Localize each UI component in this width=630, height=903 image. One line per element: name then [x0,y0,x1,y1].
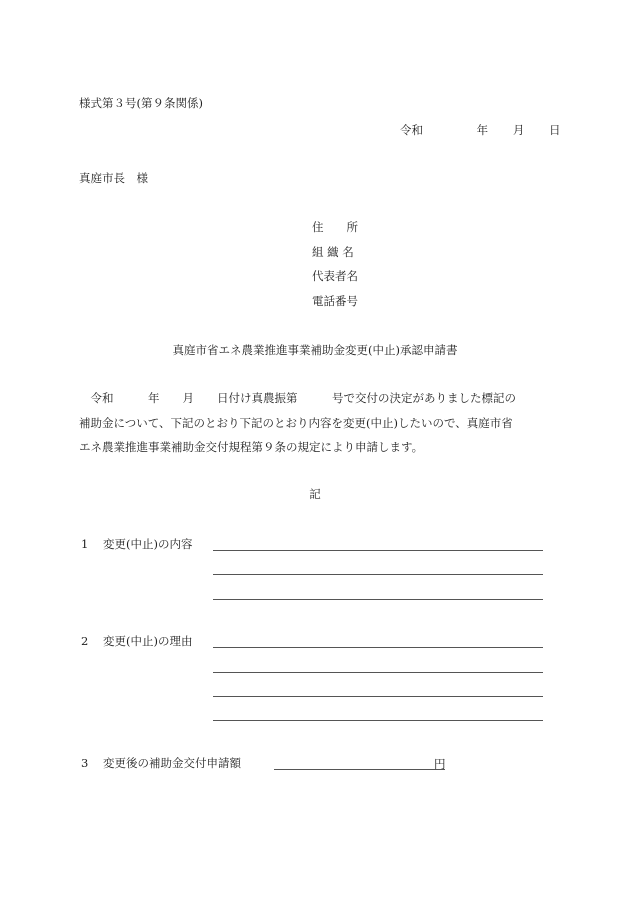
date-day-label: 日 [548,123,561,137]
item-2 [81,636,192,648]
ki-heading: 記 [309,487,321,501]
item-label: 変更(中止)の理由 [103,634,193,648]
applicant-phone-label: 電話番号 [312,293,358,308]
item-1-input-line-2[interactable] [213,574,543,575]
item-2-input-line-1[interactable] [213,647,543,648]
item-3 [81,758,241,770]
body-line: 補助金について、下記のとおり下記のとおり内容を変更(中止)したいので、真庭市省 [79,415,513,430]
yen-unit: 円 [434,757,446,771]
body-paragraph [79,386,549,460]
item-2-input-line-4[interactable] [213,720,543,721]
applicant-address-label: 住 所 [312,220,358,234]
item-1 [81,539,192,551]
applicant-organization-label: 組 織 名 [312,244,354,259]
item-1-input-line-1[interactable] [213,550,543,551]
body-line: エネ農業推進事業補助金交付規程第９条の規定により申請します。 [79,440,424,454]
item-number: 1 [81,537,89,551]
form-number: 様式第３号(第９条関係) [79,96,203,110]
date-era: 令和 [400,123,423,137]
addressee: 真庭市長 様 [79,171,148,185]
item-2-input-line-3[interactable] [213,696,543,697]
item-label: 変更後の補助金交付申請額 [103,756,241,770]
date-year-label: 年 [476,123,489,137]
body-line: 令和 年 月 日付け真農振第 号で交付の決定がありました標記の [79,391,516,405]
item-2-input-line-2[interactable] [213,672,543,673]
item-number: 3 [81,756,89,770]
item-number: 2 [81,634,89,648]
item-label: 変更(中止)の内容 [103,537,193,551]
applicant-representative-label: 代表者名 [312,269,358,283]
date-line [400,125,560,137]
document-title: 真庭市省エネ農業推進事業補助金変更(中止)承認申請書 [172,343,458,357]
item-3-amount-line[interactable] [274,769,445,770]
applicant-block [312,222,358,320]
item-1-input-line-3[interactable] [213,599,543,600]
date-month-label: 月 [512,123,525,137]
